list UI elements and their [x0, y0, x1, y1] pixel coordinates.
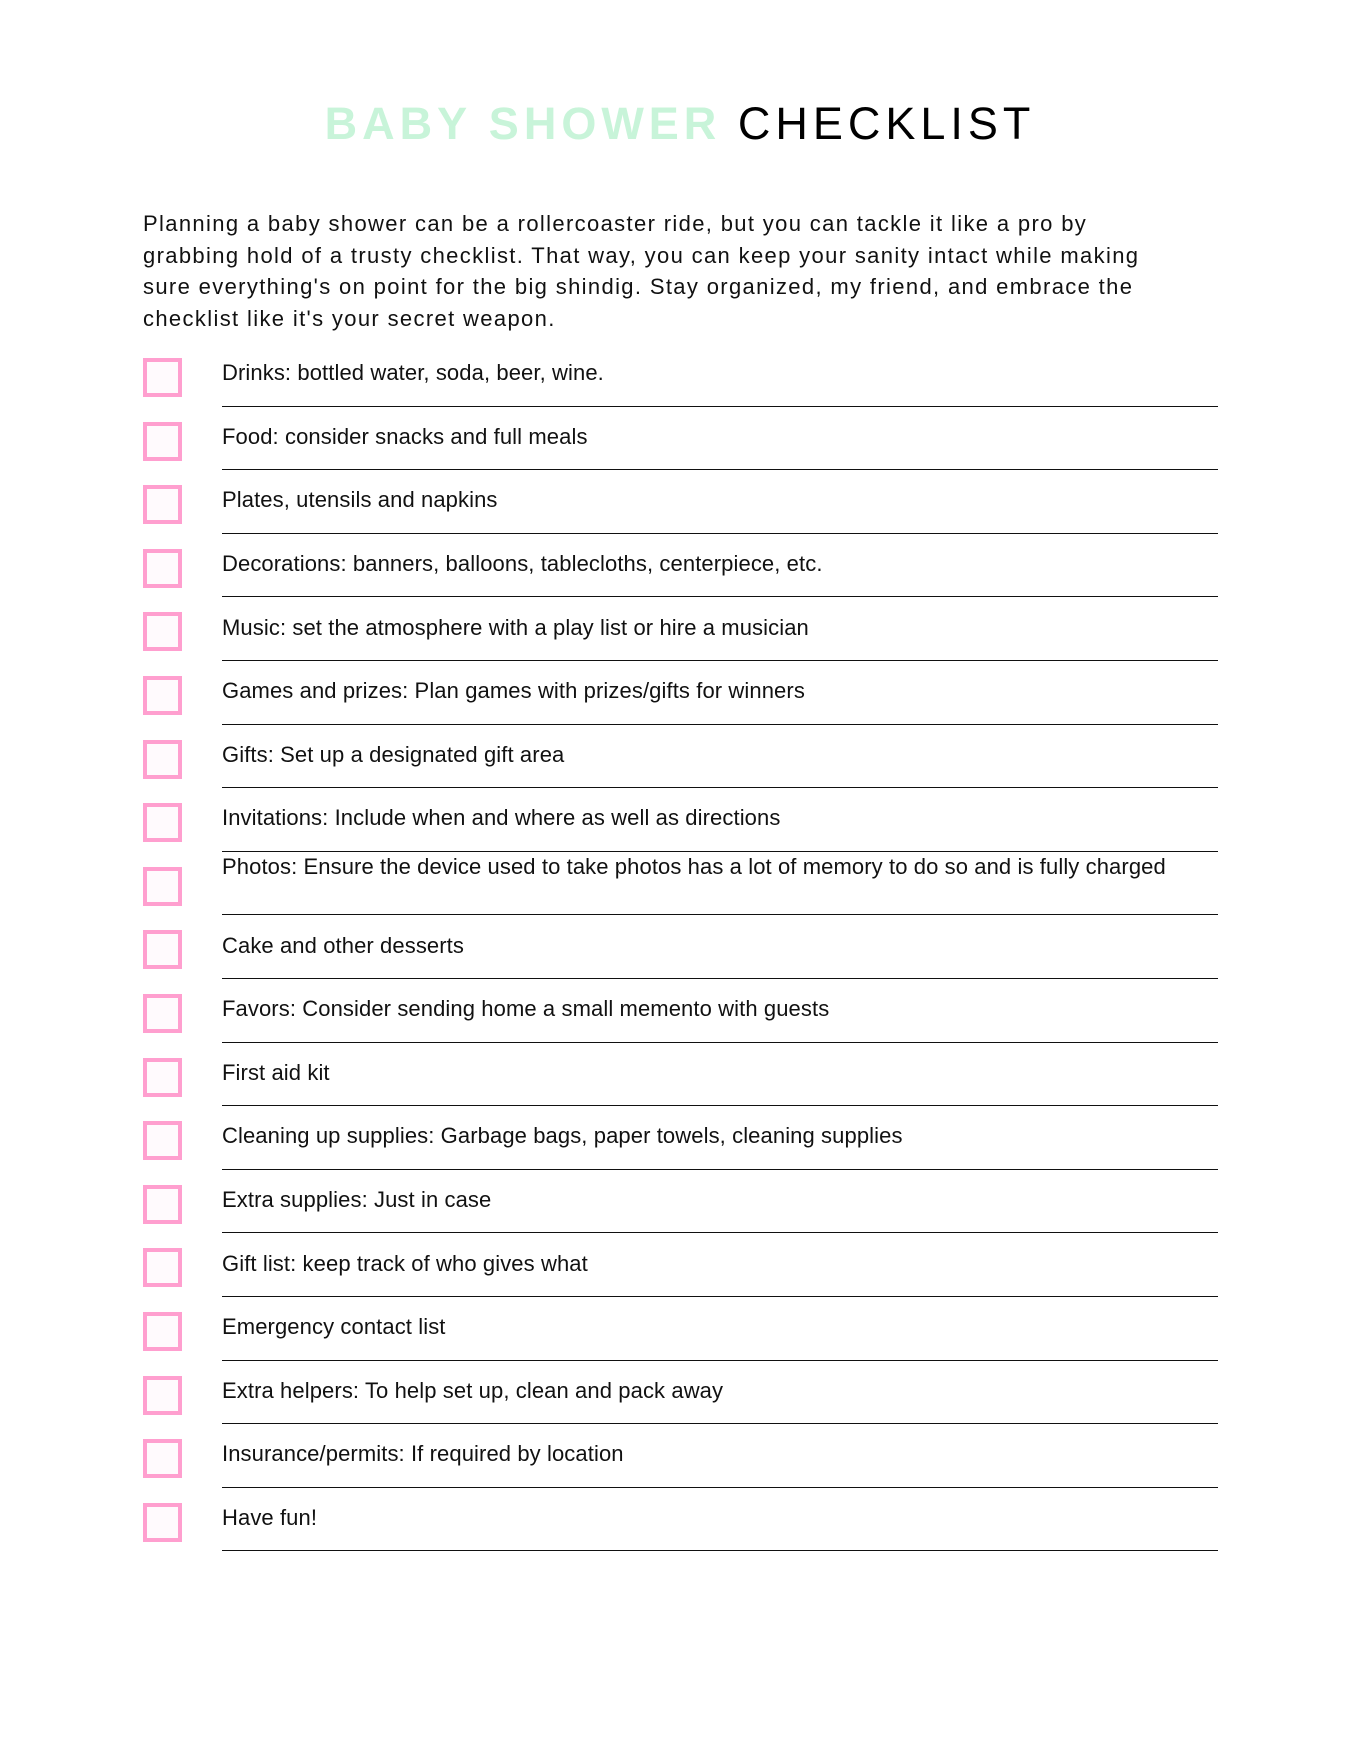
checklist-item-label: Plates, utensils and napkins — [222, 470, 1218, 534]
checklist-item-label: Extra helpers: To help set up, clean and pack away — [222, 1361, 1218, 1425]
checkbox[interactable] — [143, 549, 182, 588]
title-main: CHECKLIST — [737, 98, 1036, 149]
checklist-item-label: Cake and other desserts — [222, 915, 1218, 979]
checklist-item — [0, 1233, 1360, 1297]
checklist-item-label: Photos: Ensure the device used to take photos has a lot of memory to do so and is fully charged — [222, 852, 1218, 916]
checkbox[interactable] — [143, 1121, 182, 1160]
checklist-item — [0, 343, 1360, 407]
title-accent: BABY SHOWER — [324, 98, 722, 149]
checkbox[interactable] — [143, 1439, 182, 1478]
checklist-item — [0, 915, 1360, 979]
checklist-item-label: Invitations: Include when and where as well as directions — [222, 788, 1218, 852]
checklist-item-label: Gifts: Set up a designated gift area — [222, 725, 1218, 789]
checkbox[interactable] — [143, 803, 182, 842]
checklist-item-label: Cleaning up supplies: Garbage bags, paper towels, cleaning supplies — [222, 1106, 1218, 1170]
checklist-item — [0, 1361, 1360, 1425]
checklist-item — [0, 1297, 1360, 1361]
checkbox[interactable] — [143, 1058, 182, 1097]
checklist-item — [0, 534, 1360, 598]
checkbox[interactable] — [143, 740, 182, 779]
checkbox[interactable] — [143, 422, 182, 461]
checklist-item-label: Gift list: keep track of who gives what — [222, 1233, 1218, 1297]
checklist-item — [0, 979, 1360, 1043]
checklist-item-label: Drinks: bottled water, soda, beer, wine. — [222, 343, 1218, 407]
checklist-item-label: Games and prizes: Plan games with prizes/gifts for winners — [222, 661, 1218, 725]
checklist-item — [0, 597, 1360, 661]
checklist-item-label: Music: set the atmosphere with a play list or hire a musician — [222, 597, 1218, 661]
checklist — [0, 343, 1360, 1551]
checklist-item — [0, 407, 1360, 471]
checkbox[interactable] — [143, 1185, 182, 1224]
checklist-item-label: Emergency contact list — [222, 1297, 1218, 1361]
checklist-item-label: Food: consider snacks and full meals — [222, 407, 1218, 471]
checklist-item — [0, 1424, 1360, 1488]
checklist-item — [0, 852, 1360, 916]
checklist-item — [0, 470, 1360, 534]
checkbox[interactable] — [143, 994, 182, 1033]
checklist-item-label: Extra supplies: Just in case — [222, 1170, 1218, 1234]
page-title — [0, 96, 1360, 152]
checklist-item — [0, 661, 1360, 725]
checklist-item — [0, 788, 1360, 852]
checklist-item-label: Favors: Consider sending home a small memento with guests — [222, 979, 1218, 1043]
checkbox[interactable] — [143, 867, 182, 906]
intro-paragraph: Planning a baby shower can be a rollercoaster ride, but you can tackle it like a pro by grabbing hold of a trusty checklist. That way, you can keep your sanity intact while making sure everything's on point for the big shindig. Stay organized, my friend, and embrace the checklist like it's your secret weapon. — [143, 211, 1140, 331]
checklist-item — [0, 1488, 1360, 1552]
checkbox[interactable] — [143, 1312, 182, 1351]
checklist-item — [0, 725, 1360, 789]
checklist-item-label: Have fun! — [222, 1488, 1218, 1552]
checkbox[interactable] — [143, 1376, 182, 1415]
checkbox[interactable] — [143, 358, 182, 397]
checklist-item — [0, 1106, 1360, 1170]
checkbox[interactable] — [143, 1503, 182, 1542]
checkbox[interactable] — [143, 612, 182, 651]
checklist-item-label: Insurance/permits: If required by location — [222, 1424, 1218, 1488]
checklist-item-label: Decorations: banners, balloons, tablecloths, centerpiece, etc. — [222, 534, 1218, 598]
checklist-item-label: First aid kit — [222, 1043, 1218, 1107]
checklist-item — [0, 1043, 1360, 1107]
checkbox[interactable] — [143, 930, 182, 969]
checkbox[interactable] — [143, 485, 182, 524]
checkbox[interactable] — [143, 676, 182, 715]
checklist-item — [0, 1170, 1360, 1234]
checkbox[interactable] — [143, 1248, 182, 1287]
